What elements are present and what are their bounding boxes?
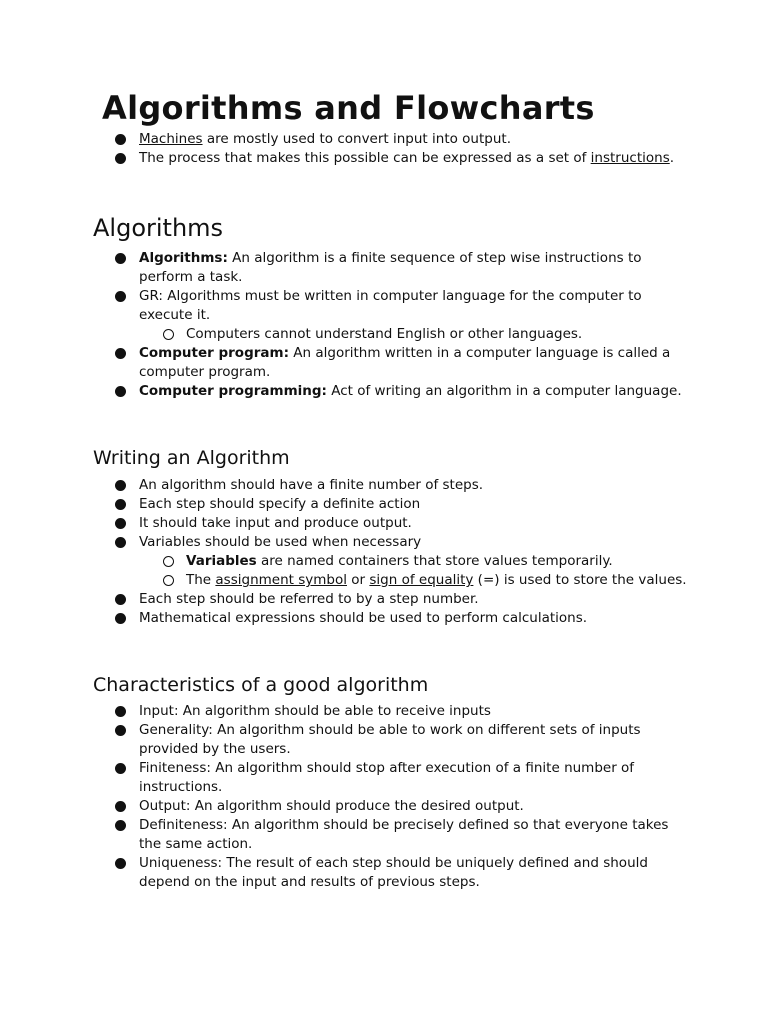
list-item (0, 130, 768, 149)
list-item-text: Computers cannot understand English or other languages. (186, 326, 583, 342)
list-item-text: are mostly used to convert input into output. (202, 131, 511, 147)
sub-list-item (0, 552, 768, 571)
sub-list-item (0, 325, 768, 344)
list-item-text: Each step should specify a definite action (139, 496, 421, 512)
assignment-symbol-link[interactable]: assignment symbol (215, 572, 347, 588)
list-item (0, 590, 768, 609)
list-item-text: Uniqueness: The result of each step should be uniquely defined and should depend on the input and results of previous steps. (139, 855, 648, 890)
list-item-text: Variables should be used when necessary (139, 534, 422, 550)
machines-link[interactable]: Machines (139, 131, 203, 147)
term-label: Computer programming: (139, 383, 327, 399)
instructions-link[interactable]: instructions (590, 150, 670, 166)
list-item (0, 249, 768, 287)
list-item (0, 609, 768, 628)
term-label: Computer program: (139, 345, 289, 361)
writing-list (0, 476, 768, 628)
list-item (0, 514, 768, 533)
list-item (0, 816, 768, 854)
list-item-text: are named containers that store values temporarily. (256, 553, 613, 569)
list-item-text: It should take input and produce output. (139, 515, 412, 531)
list-item-text: An algorithm should have a finite number of steps. (139, 477, 484, 493)
list-item (0, 344, 768, 382)
list-item (0, 759, 768, 797)
list-item-text: Input: An algorithm should be able to receive inputs (139, 703, 491, 719)
intro-list (0, 130, 768, 168)
characteristics-heading: Characteristics of a good algorithm (93, 674, 429, 696)
list-item (0, 721, 768, 759)
list-item-text: Definiteness: An algorithm should be precisely defined so that everyone takes the same action. (139, 817, 669, 852)
list-item-text: Each step should be referred to by a step number. (139, 591, 479, 607)
list-item-text: (=) is used to store the values. (473, 572, 687, 588)
document-title: Algorithms and Flowcharts (102, 89, 595, 127)
sign-of-equality-link[interactable]: sign of equality (369, 572, 474, 588)
list-item-text: The (186, 572, 216, 588)
list-item-text: Act of writing an algorithm in a computer language. (326, 383, 682, 399)
list-item-text: An algorithm is a finite sequence of step wise instructions to perform a task. (139, 250, 642, 285)
list-item (0, 149, 768, 168)
list-item-text: An algorithm written in a computer language is called a computer program. (139, 345, 671, 380)
list-item-text: Mathematical expressions should be used to perform calculations. (139, 610, 588, 626)
list-item (0, 495, 768, 514)
list-item (0, 797, 768, 816)
characteristics-list (0, 702, 768, 892)
list-item (0, 854, 768, 892)
list-item (0, 382, 768, 401)
list-item (0, 476, 768, 495)
algorithms-list (0, 249, 768, 401)
list-item (0, 533, 768, 552)
list-item (0, 287, 768, 325)
list-item (0, 702, 768, 721)
list-item-text: GR: Algorithms must be written in computer language for the computer to execute it. (139, 288, 642, 323)
term-label: Algorithms: (139, 250, 228, 266)
list-item-end: . (669, 150, 675, 166)
list-item-text: Finiteness: An algorithm should stop after execution of a finite number of instructions. (139, 760, 635, 795)
list-item-text: Generality: An algorithm should be able to work on different sets of inputs provided by the users. (139, 722, 641, 757)
sub-list-item (0, 571, 768, 590)
term-label: Variables (186, 553, 257, 569)
writing-heading: Writing an Algorithm (93, 447, 290, 469)
list-item-text: Output: An algorithm should produce the desired output. (139, 798, 524, 814)
list-item-text: or (346, 572, 370, 588)
list-item-text: The process that makes this possible can be expressed as a set of (139, 150, 591, 166)
algorithms-heading: Algorithms (93, 214, 224, 242)
